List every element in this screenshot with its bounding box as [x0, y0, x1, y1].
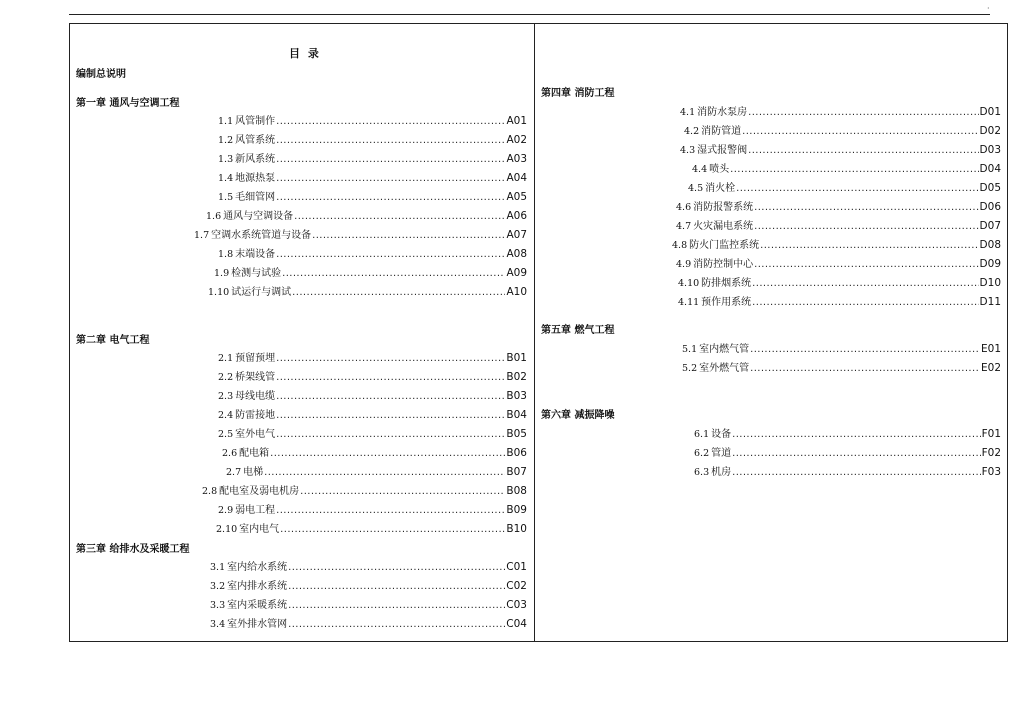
dot-leader — [748, 145, 978, 156]
entry-label: 末端设备 — [235, 249, 276, 260]
toc-entry[interactable] — [218, 425, 527, 440]
entry-label: 室外排水管网 — [227, 619, 288, 630]
entry-label: 设备 — [711, 429, 732, 440]
chapter-heading: 第六章 减振降噪 — [541, 410, 615, 421]
dot-leader — [280, 524, 505, 535]
entry-number: 4.5 — [688, 183, 704, 194]
entry-number: 1.3 — [218, 154, 234, 165]
entry-number: 1.7 — [194, 230, 210, 241]
entry-number: 1.1 — [218, 116, 234, 127]
toc-entry[interactable] — [680, 103, 1001, 118]
entry-label: 室内采暖系统 — [227, 600, 288, 611]
entry-code: C03 — [506, 599, 527, 611]
entry-label: 预留预埋 — [235, 353, 276, 364]
entry-number: 6.3 — [694, 467, 710, 478]
entry-code: E02 — [981, 362, 1001, 374]
toc-entry[interactable] — [680, 141, 1001, 156]
entry-number: 3.1 — [210, 562, 226, 573]
toc-entry[interactable] — [676, 217, 1001, 232]
entry-label: 室内给水系统 — [227, 562, 288, 573]
entry-label: 新风系统 — [235, 154, 276, 165]
entry-label: 消防控制中心 — [693, 259, 754, 270]
header-rule — [69, 14, 990, 15]
toc-entry[interactable] — [210, 615, 527, 630]
entry-label: 防排烟系统 — [701, 278, 752, 289]
toc-entry[interactable] — [218, 131, 527, 146]
dot-leader — [760, 240, 978, 251]
entry-number: 2.1 — [218, 353, 234, 364]
entry-code: A03 — [506, 153, 527, 165]
page-title: 目 录 — [289, 47, 321, 60]
dot-leader — [752, 297, 978, 308]
chapter-heading: 第五章 燃气工程 — [541, 325, 615, 336]
entry-number: 4.7 — [676, 221, 692, 232]
entry-number: 4.1 — [680, 107, 696, 118]
column-divider — [534, 23, 535, 642]
entry-label: 消防水泵房 — [697, 107, 748, 118]
entry-code: D11 — [979, 296, 1001, 308]
entry-label: 室内电气 — [239, 524, 280, 535]
dot-leader — [276, 353, 505, 364]
dot-leader — [276, 249, 505, 260]
toc-entry[interactable] — [218, 368, 527, 383]
toc-entry[interactable] — [210, 558, 527, 573]
entry-label: 喷头 — [709, 164, 730, 175]
toc-entry[interactable] — [678, 274, 1001, 289]
entry-label: 管道 — [711, 448, 732, 459]
chapter-heading: 第三章 给排水及采暖工程 — [76, 544, 190, 555]
toc-entry[interactable] — [672, 236, 1001, 251]
dot-leader — [754, 259, 978, 270]
toc-entry[interactable] — [694, 425, 1001, 440]
entry-code: D01 — [979, 106, 1001, 118]
entry-number: 4.10 — [678, 278, 700, 289]
entry-number: 1.10 — [208, 287, 230, 298]
entry-number: 4.6 — [676, 202, 692, 213]
entry-label: 消防管道 — [701, 126, 742, 137]
entry-code: B03 — [506, 390, 527, 402]
entry-code: B05 — [506, 428, 527, 440]
entry-label: 风管系统 — [235, 135, 276, 146]
entry-code: F01 — [981, 428, 1001, 440]
entry-number: 2.3 — [218, 391, 234, 402]
entry-number: 2.5 — [218, 429, 234, 440]
dot-leader — [732, 467, 980, 478]
entry-code: A06 — [506, 210, 527, 222]
entry-number: 4.4 — [692, 164, 708, 175]
entry-number: 4.11 — [678, 297, 700, 308]
entry-number: 1.9 — [214, 268, 230, 279]
toc-entry[interactable] — [694, 463, 1001, 478]
dot-leader — [750, 363, 980, 374]
toc-entry[interactable] — [208, 283, 527, 298]
toc-entry[interactable] — [222, 444, 527, 459]
entry-label: 消火栓 — [705, 183, 736, 194]
toc-entry[interactable] — [682, 340, 1001, 355]
dot-leader — [276, 410, 505, 421]
toc-entry[interactable] — [676, 198, 1001, 213]
entry-number: 1.2 — [218, 135, 234, 146]
dot-leader — [754, 221, 978, 232]
toc-entry[interactable] — [218, 349, 527, 364]
dot-leader — [754, 202, 978, 213]
entry-label: 消防报警系统 — [693, 202, 754, 213]
entry-label: 毛细管网 — [235, 192, 276, 203]
dot-leader — [742, 126, 978, 137]
dot-leader — [264, 467, 505, 478]
dot-leader — [312, 230, 505, 241]
toc-entry[interactable] — [218, 501, 527, 516]
entry-label: 预作用系统 — [701, 297, 752, 308]
dot-leader — [270, 448, 505, 459]
entry-number: 1.6 — [206, 211, 222, 222]
dot-leader — [288, 581, 505, 592]
chapter-heading: 第四章 消防工程 — [541, 88, 615, 99]
entry-code: A02 — [506, 134, 527, 146]
toc-entry[interactable] — [684, 122, 1001, 137]
entry-number: 3.2 — [210, 581, 226, 592]
entry-code: A05 — [506, 191, 527, 203]
entry-code: B01 — [506, 352, 527, 364]
dot-leader — [748, 107, 978, 118]
entry-number: 2.7 — [226, 467, 242, 478]
entry-label: 防火门监控系统 — [689, 240, 760, 251]
entry-number: 1.4 — [218, 173, 234, 184]
dot-leader — [282, 268, 505, 279]
toc-entry[interactable] — [202, 482, 527, 497]
toc-entry[interactable] — [206, 207, 527, 222]
entry-label: 室内燃气管 — [699, 344, 750, 355]
entry-number: 4.3 — [680, 145, 696, 156]
toc-entry[interactable] — [218, 387, 527, 402]
dot-leader — [276, 372, 505, 383]
entry-code: A08 — [506, 248, 527, 260]
entry-label: 室外燃气管 — [699, 363, 750, 374]
entry-code: D07 — [979, 220, 1001, 232]
dot-leader — [736, 183, 978, 194]
entry-code: D09 — [979, 258, 1001, 270]
dot-leader — [732, 429, 980, 440]
dot-leader — [276, 135, 505, 146]
entry-code: D08 — [979, 239, 1001, 251]
entry-number: 5.2 — [682, 363, 698, 374]
entry-label: 弱电工程 — [235, 505, 276, 516]
dot-leader — [288, 619, 505, 630]
entry-code: D05 — [979, 182, 1001, 194]
entry-label: 配电箱 — [239, 448, 270, 459]
toc-entry[interactable] — [216, 520, 527, 535]
entry-number: 1.8 — [218, 249, 234, 260]
intro-heading: 编制总说明 — [76, 69, 126, 80]
dot-leader — [276, 154, 505, 165]
entry-code: B09 — [506, 504, 527, 516]
entry-number: 2.8 — [202, 486, 218, 497]
entry-number: 3.3 — [210, 600, 226, 611]
entry-code: C02 — [506, 580, 527, 592]
entry-number: 6.1 — [694, 429, 710, 440]
entry-number: 3.4 — [210, 619, 226, 630]
entry-label: 室内排水系统 — [227, 581, 288, 592]
entry-code: D02 — [979, 125, 1001, 137]
entry-label: 母线电缆 — [235, 391, 276, 402]
entry-number: 2.6 — [222, 448, 238, 459]
entry-code: C04 — [506, 618, 527, 630]
entry-code: B02 — [506, 371, 527, 383]
dot-leader — [732, 448, 980, 459]
entry-label: 防雷接地 — [235, 410, 276, 421]
toc-entry[interactable] — [688, 179, 1001, 194]
entry-code: B07 — [506, 466, 527, 478]
entry-code: F03 — [981, 466, 1001, 478]
entry-number: 4.2 — [684, 126, 700, 137]
toc-entry[interactable] — [194, 226, 527, 241]
header-dot: · — [987, 4, 990, 13]
dot-leader — [276, 173, 505, 184]
dot-leader — [276, 505, 505, 516]
entry-code: B06 — [506, 447, 527, 459]
entry-code: F02 — [981, 447, 1001, 459]
entry-number: 2.9 — [218, 505, 234, 516]
dot-leader — [276, 429, 505, 440]
dot-leader — [288, 600, 505, 611]
entry-label: 湿式报警阀 — [697, 145, 748, 156]
toc-entry[interactable] — [676, 255, 1001, 270]
entry-code: A07 — [506, 229, 527, 241]
dot-leader — [752, 278, 978, 289]
entry-label: 风管制作 — [235, 116, 276, 127]
entry-number: 4.8 — [672, 240, 688, 251]
entry-code: A09 — [506, 267, 527, 279]
dot-leader — [730, 164, 978, 175]
dot-leader — [294, 211, 505, 222]
entry-label: 火灾漏电系统 — [693, 221, 754, 232]
entry-number: 4.9 — [676, 259, 692, 270]
entry-label: 室外电气 — [235, 429, 276, 440]
entry-code: B10 — [506, 523, 527, 535]
entry-label: 试运行与调试 — [231, 287, 292, 298]
entry-code: D06 — [979, 201, 1001, 213]
entry-label: 检测与试验 — [231, 268, 282, 279]
entry-number: 2.10 — [216, 524, 238, 535]
entry-code: A01 — [506, 115, 527, 127]
entry-code: D10 — [979, 277, 1001, 289]
toc-entry[interactable] — [226, 463, 527, 478]
toc-entry[interactable] — [210, 577, 527, 592]
toc-entry[interactable] — [214, 264, 527, 279]
entry-label: 配电室及弱电机房 — [219, 486, 300, 497]
dot-leader — [276, 391, 505, 402]
entry-code: B08 — [506, 485, 527, 497]
dot-leader — [292, 287, 505, 298]
dot-leader — [276, 192, 505, 203]
toc-entry[interactable] — [218, 112, 527, 127]
entry-number: 6.2 — [694, 448, 710, 459]
chapter-heading: 第一章 通风与空调工程 — [76, 98, 180, 109]
entry-code: A10 — [506, 286, 527, 298]
entry-code: C01 — [506, 561, 527, 573]
entry-number: 2.4 — [218, 410, 234, 421]
entry-code: E01 — [981, 343, 1001, 355]
dot-leader — [750, 344, 980, 355]
entry-label: 桥架线管 — [235, 372, 276, 383]
entry-label: 空调水系统管道与设备 — [211, 230, 312, 241]
toc-entry[interactable] — [692, 160, 1001, 175]
chapter-heading: 第二章 电气工程 — [76, 335, 150, 346]
entry-label: 机房 — [711, 467, 732, 478]
toc-entry[interactable] — [694, 444, 1001, 459]
toc-entry[interactable] — [218, 245, 527, 260]
toc-entry[interactable] — [218, 188, 527, 203]
toc-entry[interactable] — [210, 596, 527, 611]
entry-number: 5.1 — [682, 344, 698, 355]
entry-code: B04 — [506, 409, 527, 421]
toc-entry[interactable] — [218, 169, 527, 184]
entry-code: A04 — [506, 172, 527, 184]
entry-label: 地源热泵 — [235, 173, 276, 184]
dot-leader — [288, 562, 505, 573]
entry-number: 1.5 — [218, 192, 234, 203]
entry-label: 通风与空调设备 — [223, 211, 294, 222]
entry-number: 2.2 — [218, 372, 234, 383]
dot-leader — [276, 116, 505, 127]
toc-entry[interactable] — [678, 293, 1001, 308]
dot-leader — [300, 486, 505, 497]
toc-entry[interactable] — [218, 150, 527, 165]
toc-entry[interactable] — [218, 406, 527, 421]
entry-code: D04 — [979, 163, 1001, 175]
entry-code: D03 — [979, 144, 1001, 156]
entry-label: 电梯 — [243, 467, 264, 478]
toc-entry[interactable] — [682, 359, 1001, 374]
